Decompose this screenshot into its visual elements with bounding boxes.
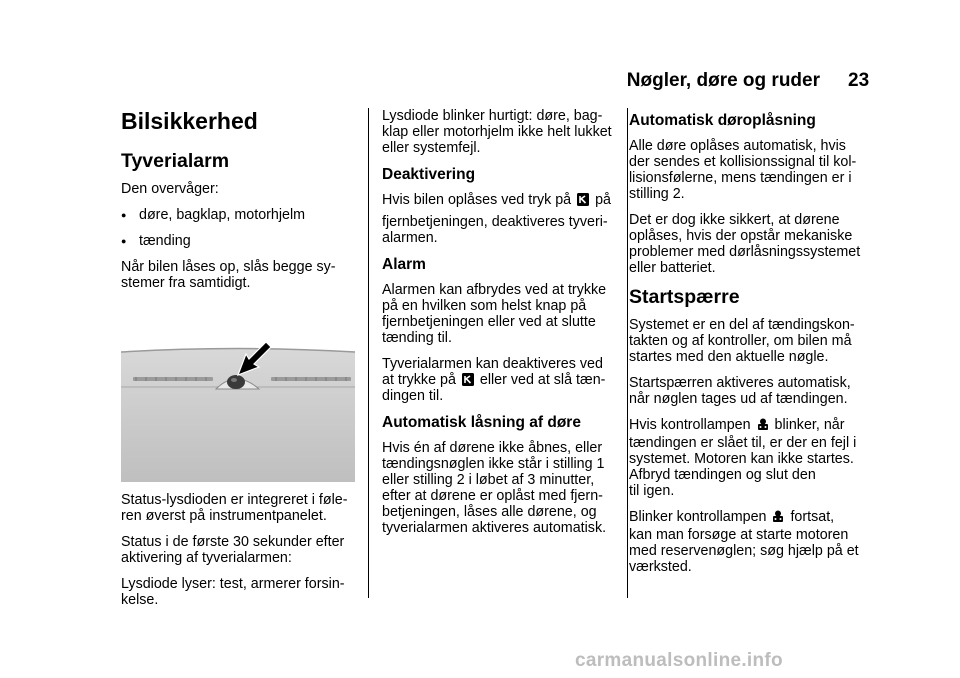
paragraph: fjernbetjeningen, deaktiveres tyveri- alarmen. (382, 214, 608, 246)
page-header-title: Nøgler, døre og ruder (626, 70, 820, 91)
intro-text: Den overvåger: (121, 181, 219, 197)
paragraph: Status i de første 30 sekunder efter aktivering af tyverialarmen: (121, 534, 345, 566)
paragraph: Systemet er en del af tændingskon- takten og af kontroller, om bilen må startes med den aktuelle nøgle. (629, 317, 855, 365)
lock-key-icon (462, 373, 474, 386)
subheading-deaktivering: Deaktivering (382, 166, 476, 183)
bullet-dot: ● (121, 236, 127, 246)
text-span: Blinker kontrollampen (629, 509, 767, 525)
text-span: på (595, 192, 612, 208)
text-span: dingen til. (382, 388, 444, 404)
paragraph: Det er dog ikke sikkert, at dørene oplåses, hvis der opstår mekaniske problemer med dørlåsningssystemet eller batteriet. (629, 212, 861, 276)
paragraph (382, 356, 618, 404)
bullet-item (121, 207, 357, 223)
car-key-icon (772, 510, 784, 523)
subheading-automatisk-laasning: Automatisk låsning af døre (382, 414, 581, 431)
column-1 (121, 108, 357, 301)
paragraph: Alle døre oplåses automatisk, hvis der sendes et kollisionssignal til kol- lisionsfølerne, mens tændingen er i stilling 2. (629, 138, 857, 202)
column-divider (627, 108, 628, 598)
text-span: Tyverialarmen kan deaktiveres ved at trykke på (382, 356, 603, 388)
paragraph (629, 417, 879, 433)
bullet-text: tænding (139, 233, 191, 249)
column-3 (629, 108, 879, 585)
bullet-text: døre, bagklap, motorhjelm (139, 207, 306, 223)
section-heading-tyverialarm: Tyverialarm (121, 150, 230, 172)
page-number: 23 (848, 70, 870, 91)
text-span: eller ved at slå tæn- (479, 372, 606, 388)
paragraph: tændingen er slået til, er der en fejl i systemet. Motoren kan ikke startes. Afbryd tændingen og slut den til igen. (629, 435, 857, 499)
section-heading-startspaerre: Startspærre (629, 286, 740, 308)
main-heading: Bilsikkerhed (121, 108, 258, 134)
paragraph: Lysdiode blinker hurtigt: døre, bag- klap eller motorhjelm ikke helt lukket eller systemfejl. (382, 108, 612, 156)
watermark: carmanualsonline.info (575, 650, 783, 671)
car-key-icon (757, 418, 769, 431)
text-span: Hvis bilen oplåses ved tryk på (382, 192, 572, 208)
paragraph (382, 192, 618, 208)
paragraph: Startspærren aktiveres automatisk, når nøglen tages ud af tændingen. (629, 375, 851, 407)
bullet-dot: ● (121, 210, 127, 220)
paragraph: Lysdiode lyser: test, armerer forsin- kelse. (121, 576, 345, 608)
paragraph: kan man forsøge at starte motoren med reservenøglen; søg hjælp på et værksted. (629, 527, 859, 575)
column-1-lower (121, 492, 357, 618)
paragraph: Alarmen kan afbrydes ved at trykke på en hvilken som helst knap på fjernbetjeningen eller ved at slutte tænding til. (382, 282, 607, 346)
lock-key-icon (577, 193, 589, 206)
column-2 (382, 108, 618, 546)
text-span: Hvis kontrollampen (629, 417, 751, 433)
paragraph: Når bilen låses op, slås begge sy- stemer fra samtidigt. (121, 259, 336, 291)
bullet-item (121, 233, 357, 249)
dashboard-sensor-illustration (121, 337, 355, 482)
paragraph (629, 509, 879, 525)
subheading-automatisk-doeroplaasning: Automatisk døroplåsning (629, 112, 816, 129)
subheading-alarm: Alarm (382, 256, 426, 273)
text-span: fortsat, (790, 509, 835, 525)
text-span: blinker, når (774, 417, 845, 433)
column-divider (368, 108, 369, 598)
paragraph: Status-lysdioden er integreret i føle- ren øverst på instrumentpanelet. (121, 492, 348, 524)
paragraph: Hvis én af dørene ikke åbnes, eller tændingsnøglen ikke står i stilling 1 eller stilling 2 i løbet af 3 minutter, efter at dørene er oplåst med fjern- betjeningen, låses alle dørene, og tyverialarmen aktiveres automatisk. (382, 440, 607, 536)
